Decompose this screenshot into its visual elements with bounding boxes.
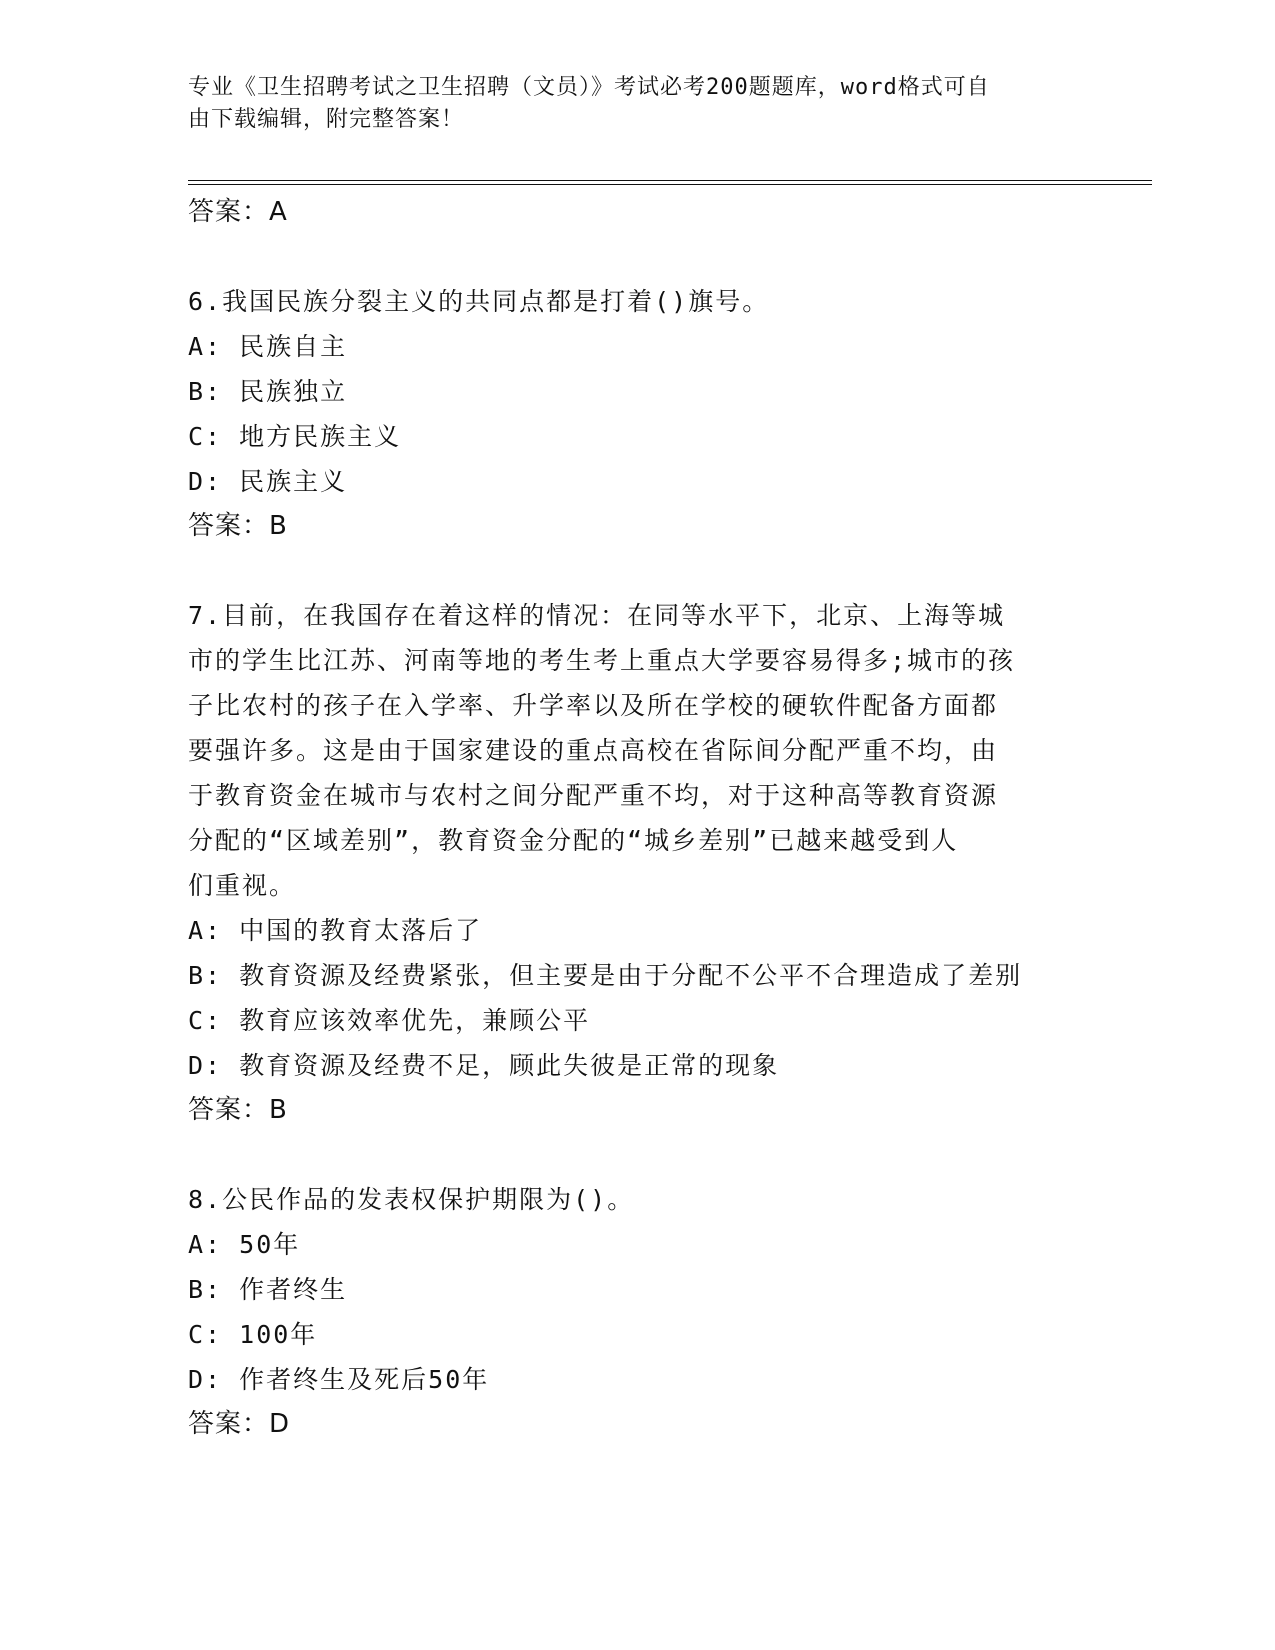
option-a: A: 民族自主 [188,332,348,361]
header-divider-top [188,180,1152,181]
question-8 [188,1177,1088,1447]
question-stem-line: 7.目前，在我国存在着这样的情况：在同等水平下，北京、上海等城 [188,601,1006,630]
question-stem-line: 要强许多。这是由于国家建设的重点高校在省际间分配严重不均，由 [188,736,999,765]
header-line-2: 由下载编辑，附完整答案！ [188,107,465,132]
header-divider-bottom [188,184,1152,185]
option-c: C: 100年 [188,1320,318,1349]
option-a: A: 中国的教育太落后了 [188,916,483,945]
answer: 答案：B [188,511,288,541]
option-b: B: 作者终生 [188,1275,348,1304]
answer: 答案：B [188,1095,288,1125]
document-header [188,72,1068,136]
option-c: C: 教育应该效率优先，兼顾公平 [188,1006,591,1035]
option-a: A: 50年 [188,1230,301,1259]
question-stem-line: 8.公民作品的发表权保护期限为()。 [188,1185,635,1214]
answer: 答案：D [188,1409,291,1439]
question-stem-line: 于教育资金在城市与农村之间分配严重不均，对于这种高等教育资源 [188,781,999,810]
option-b: B: 民族独立 [188,377,348,406]
header-line-1: 专业《卫生招聘考试之卫生招聘（文员）》考试必考200题题库，word格式可自 [188,75,990,100]
question-6 [188,279,1088,549]
question-stem-line: 市的学生比江苏、河南等地的考生考上重点大学要容易得多;城市的孩 [188,646,1016,675]
question-stem-line: 们重视。 [188,871,297,900]
question-stem-line: 分配的“区域差别”，教育资金分配的“城乡差别”已越来越受到人 [188,826,959,855]
question-7 [188,593,1088,1133]
option-b: B: 教育资源及经费紧张，但主要是由于分配不公平不合理造成了差别 [188,961,1023,990]
previous-answer: 答案：A [188,197,288,227]
question-list [188,190,1088,1447]
option-c: C: 地方民族主义 [188,422,402,451]
option-d: D: 作者终生及死后50年 [188,1365,490,1394]
question-stem-line: 子比农村的孩子在入学率、升学率以及所在学校的硬软件配备方面都 [188,691,999,720]
option-d: D: 民族主义 [188,467,348,496]
option-d: D: 教育资源及经费不足，顾此失彼是正常的现象 [188,1051,780,1080]
question-stem-line: 6.我国民族分裂主义的共同点都是打着()旗号。 [188,287,770,316]
